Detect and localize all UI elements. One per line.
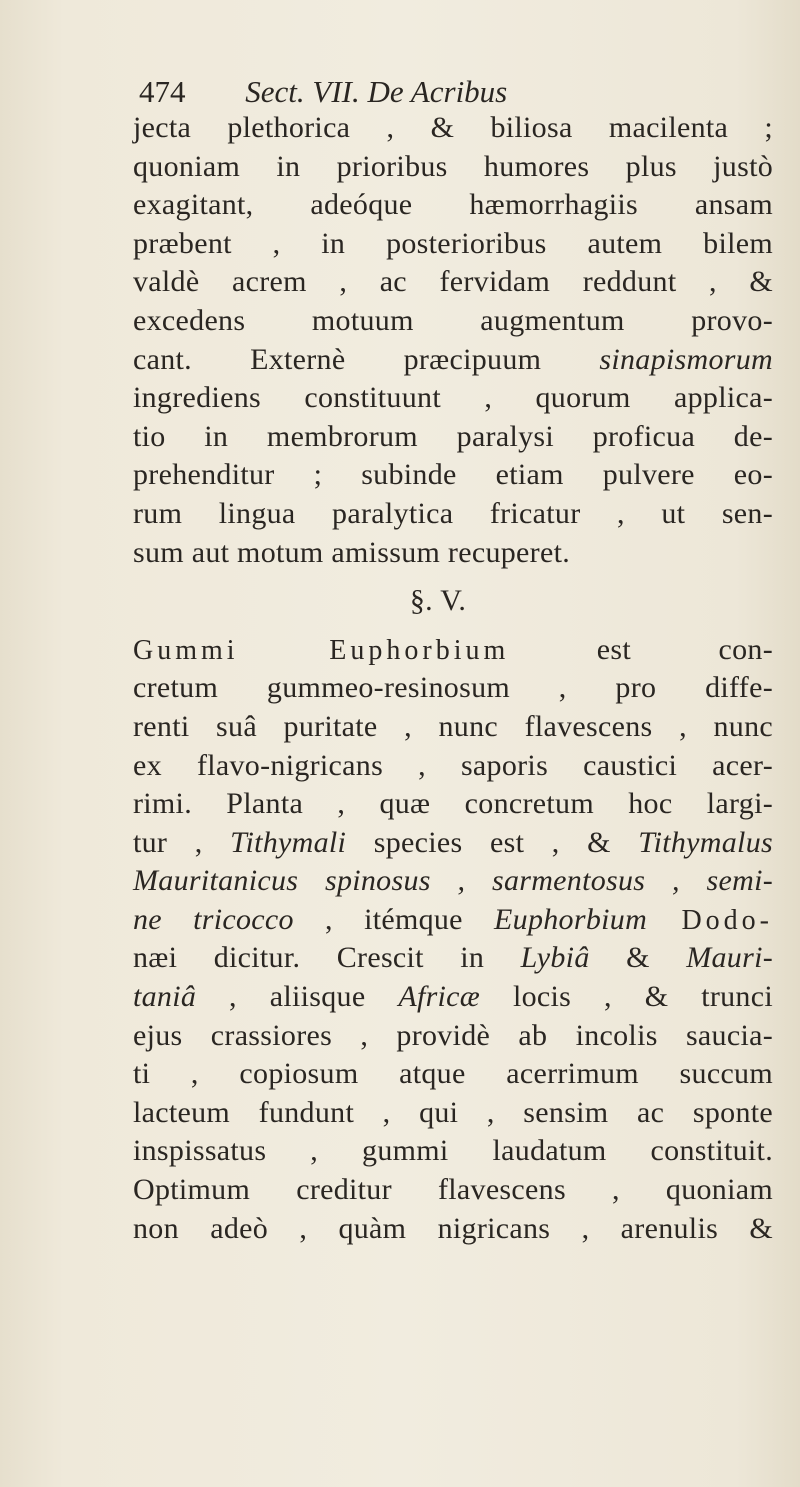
italic-term: Mauri-	[686, 941, 773, 975]
page-number: 474	[139, 74, 186, 109]
italic-term: Tithymalus	[638, 825, 773, 859]
text-run: &	[589, 941, 687, 975]
heading-gap	[133, 621, 773, 631]
text-line	[133, 939, 773, 978]
smallcaps-term: Gummi Euphorbium	[133, 634, 510, 666]
running-title: De Acribus	[367, 74, 508, 109]
italic-term: Tithymali	[230, 825, 347, 859]
text-run: cant. Externè præcipuum	[133, 342, 600, 376]
text-line: Optimum creditur flavescens , quoniam	[133, 1173, 773, 1207]
text-run: species est , &	[346, 825, 639, 859]
text-line: ti , copiosum atque acerrimum succum	[133, 1057, 773, 1091]
text-line: valdè acrem , ac fervidam reddunt , &	[133, 265, 773, 299]
italic-term: Lybiâ	[520, 941, 590, 975]
text-line: ingrediens constituunt , quorum applica-	[133, 381, 773, 415]
text-line: jecta plethorica , & biliosa macilenta ;	[133, 111, 773, 144]
text-line: rimi. Planta , quæ concretum hoc largi-	[133, 787, 773, 821]
smallcaps-term: Dodo-	[647, 904, 773, 936]
text-line: sum aut motum amissum recuperet.	[133, 535, 571, 569]
section-label: Sect. VII.	[245, 74, 360, 109]
running-head	[139, 74, 739, 114]
text-line: inspissatus , gummi laudatum constituit.	[133, 1134, 773, 1168]
text-line: tio in membrorum paralysi proficua de-	[133, 419, 773, 453]
section-heading: §. V.	[409, 584, 467, 618]
text-line: non adeò , quàm nigricans , arenulis &	[133, 1211, 773, 1245]
italic-term: Africæ	[398, 980, 481, 1014]
text-line	[133, 978, 773, 1017]
text-run: næi dicitur. Crescit in	[133, 941, 521, 975]
text-line: prehenditur ; subinde etiam pulvere eo-	[133, 458, 773, 492]
text-line: lacteum fundunt , qui , sensim ac sponte	[133, 1095, 773, 1129]
text-line: exagitant, adeóque hæmorrhagiis ansam	[133, 188, 773, 222]
text-line: excedens motuum augmentum provo-	[133, 303, 773, 337]
text-line: Mauritanicus spinosus , sarmentosus , semi-	[133, 864, 773, 898]
text-line	[133, 824, 773, 863]
text-line: renti suâ puritate , nunc flavescens , nunc	[133, 709, 773, 743]
italic-term: Euphorbium	[494, 902, 648, 936]
text-line	[133, 631, 773, 670]
paragraph-2	[133, 631, 773, 1249]
text-line: ex flavo-nigricans , saporis caustici acer-	[133, 748, 773, 782]
text-line	[133, 901, 773, 940]
text-line: rum lingua paralytica fricatur , ut sen-	[133, 496, 773, 530]
text-run: tur ,	[133, 825, 231, 859]
text-run: , aliisque	[196, 980, 399, 1014]
text-line: quoniam in prioribus humores plus justò	[133, 149, 773, 183]
text-run: est con-	[509, 632, 773, 666]
text-line: præbent , in posterioribus autem bilem	[133, 226, 773, 260]
italic-term: sinapismorum	[599, 342, 773, 376]
body-text	[133, 109, 773, 1248]
italic-term: ne tricocco	[133, 902, 294, 936]
text-run: locis , & trunci	[480, 980, 773, 1014]
paragraph-1	[133, 109, 773, 572]
text-line: cretum gummeo-resinosum , pro diffe-	[133, 671, 773, 705]
text-line	[133, 341, 773, 380]
text-run: , itémque	[293, 902, 495, 936]
italic-term: taniâ	[133, 980, 197, 1014]
text-line: ejus crassiores , providè ab incolis saucia-	[133, 1018, 773, 1052]
